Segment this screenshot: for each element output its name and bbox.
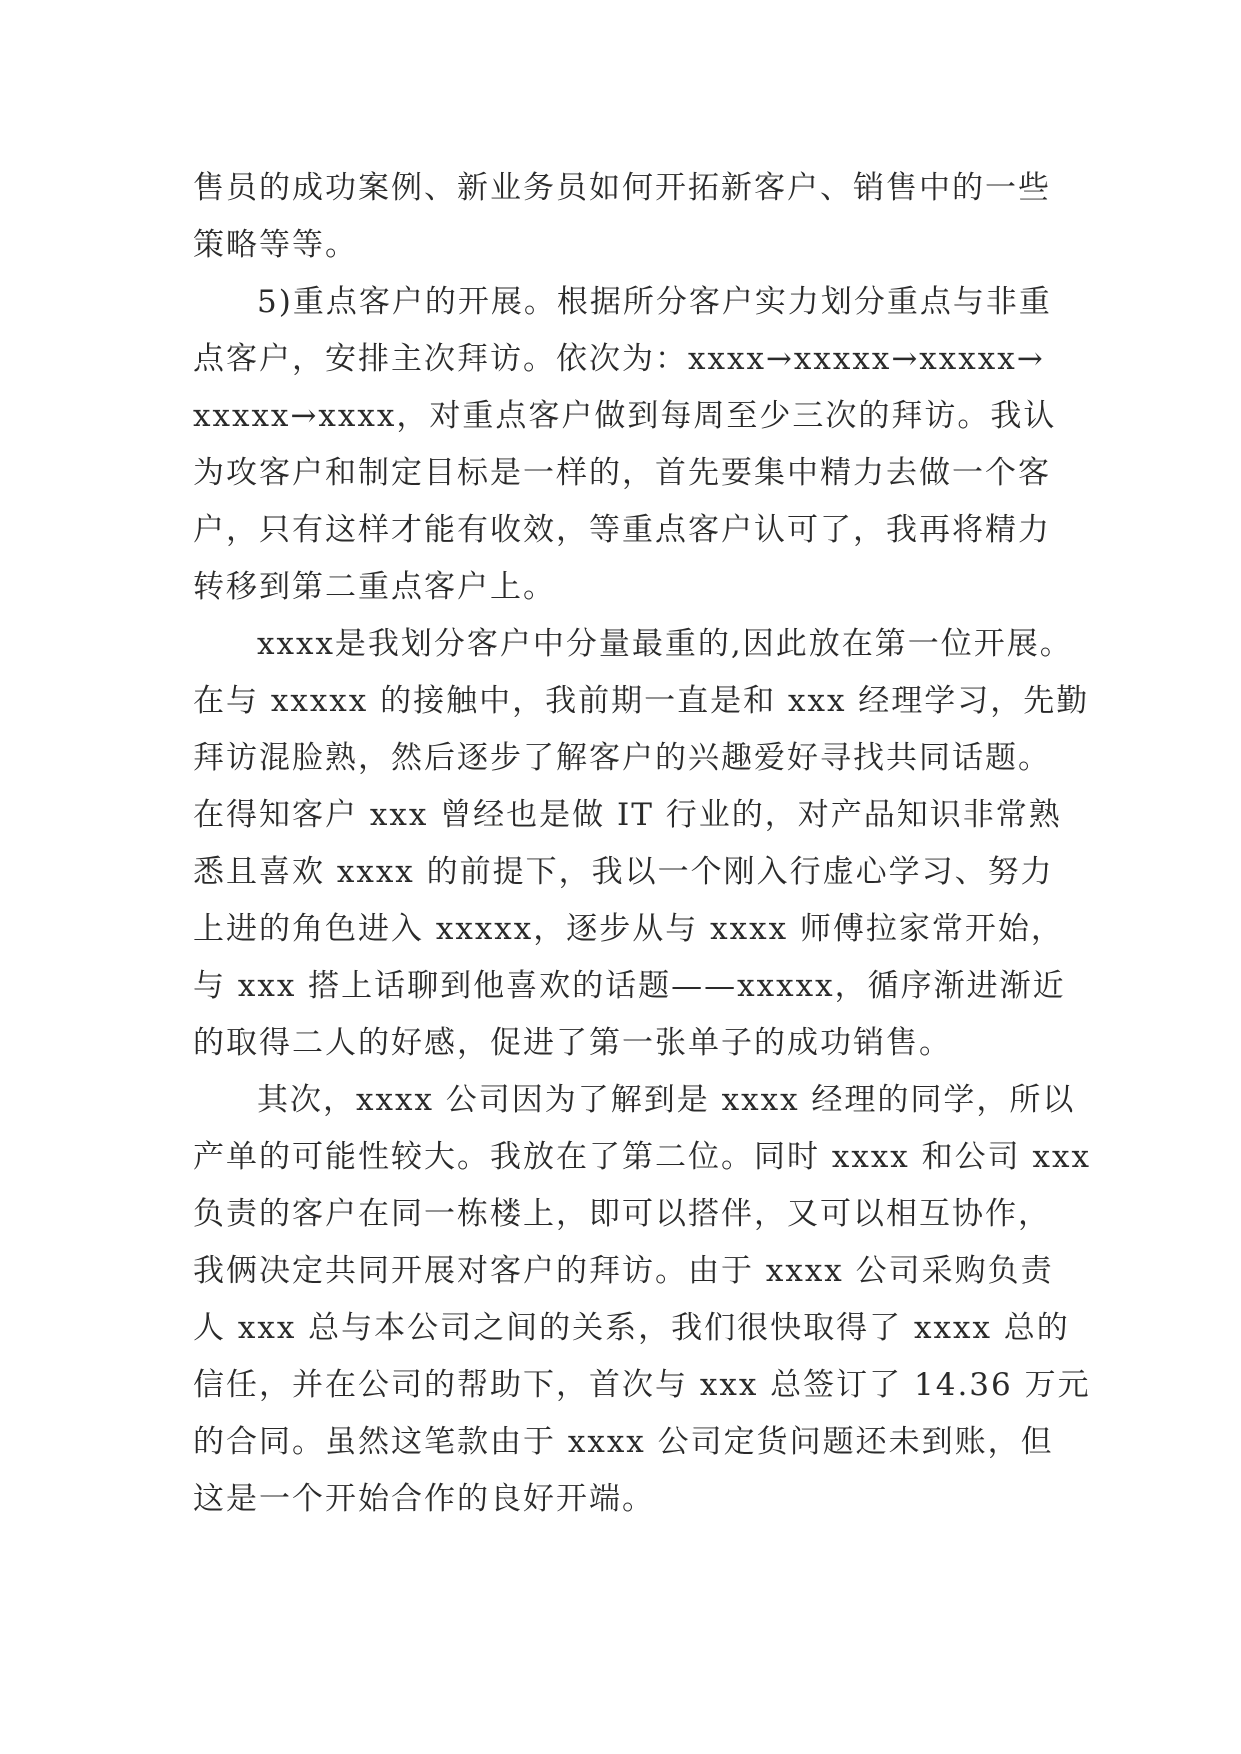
text-line: xxxxx→xxxx，对重点客户做到每周至少三次的拜访。我认 (193, 398, 1057, 434)
text-line: 为攻客户和制定目标是一样的，首先要集中精力去做一个客 (193, 455, 1051, 491)
text-line: 与 xxx 搭上话聊到他喜欢的话题——xxxxx，循序渐进渐近 (193, 968, 1066, 1004)
text-line: 产单的可能性较大。我放在了第二位。同时 xxxx 和公司 xxx (193, 1139, 1091, 1175)
text-line: 其次，xxxx 公司因为了解到是 xxxx 经理的同学，所以 (257, 1082, 1076, 1118)
text-line: 我俩决定共同开展对客户的拜访。由于 xxxx 公司采购负责 (193, 1253, 1054, 1289)
text-line: 的合同。虽然这笔款由于 xxxx 公司定货问题还未到账，但 (193, 1424, 1054, 1460)
text-line: 人 xxx 总与本公司之间的关系，我们很快取得了 xxxx 总的 (193, 1310, 1070, 1346)
text-line: 5)重点客户的开展。根据所分客户实力划分重点与非重 (257, 284, 1052, 320)
text-line: 悉且喜欢 xxxx 的前提下，我以一个刚入行虚心学习、努力 (193, 854, 1054, 890)
text-line: 售员的成功案例、新业务员如何开拓新客户、销售中的一些 (193, 170, 1051, 206)
text-line: 拜访混脸熟，然后逐步了解客户的兴趣爱好寻找共同话题。 (193, 740, 1051, 776)
body-text (193, 160, 1091, 1528)
text-line: 策略等等。 (193, 227, 358, 263)
text-line: 户，只有这样才能有收效，等重点客户认可了，我再将精力 (193, 512, 1051, 548)
text-line: 负责的客户在同一栋楼上，即可以搭伴，又可以相互协作， (193, 1196, 1051, 1232)
text-line: 在得知客户 xxx 曾经也是做 IT 行业的，对产品知识非常熟 (193, 797, 1062, 833)
text-line: xxxx是我划分客户中分量最重的,因此放在第一位开展。 (257, 626, 1073, 662)
text-line: 这是一个开始合作的良好开端。 (193, 1481, 655, 1517)
text-line: 信任，并在公司的帮助下，首次与 xxx 总签订了 14.36 万元 (193, 1367, 1091, 1403)
text-line: 的取得二人的好感，促进了第一张单子的成功销售。 (193, 1025, 952, 1061)
text-line: 上进的角色进入 xxxxx，逐步从与 xxxx 师傅拉家常开始， (193, 911, 1064, 947)
text-line: 在与 xxxxx 的接触中，我前期一直是和 xxx 经理学习，先勤 (193, 683, 1090, 719)
text-line: 转移到第二重点客户上。 (193, 569, 556, 605)
text-line: 点客户，安排主次拜访。依次为：xxxx→xxxxx→xxxxx→ (193, 341, 1045, 377)
